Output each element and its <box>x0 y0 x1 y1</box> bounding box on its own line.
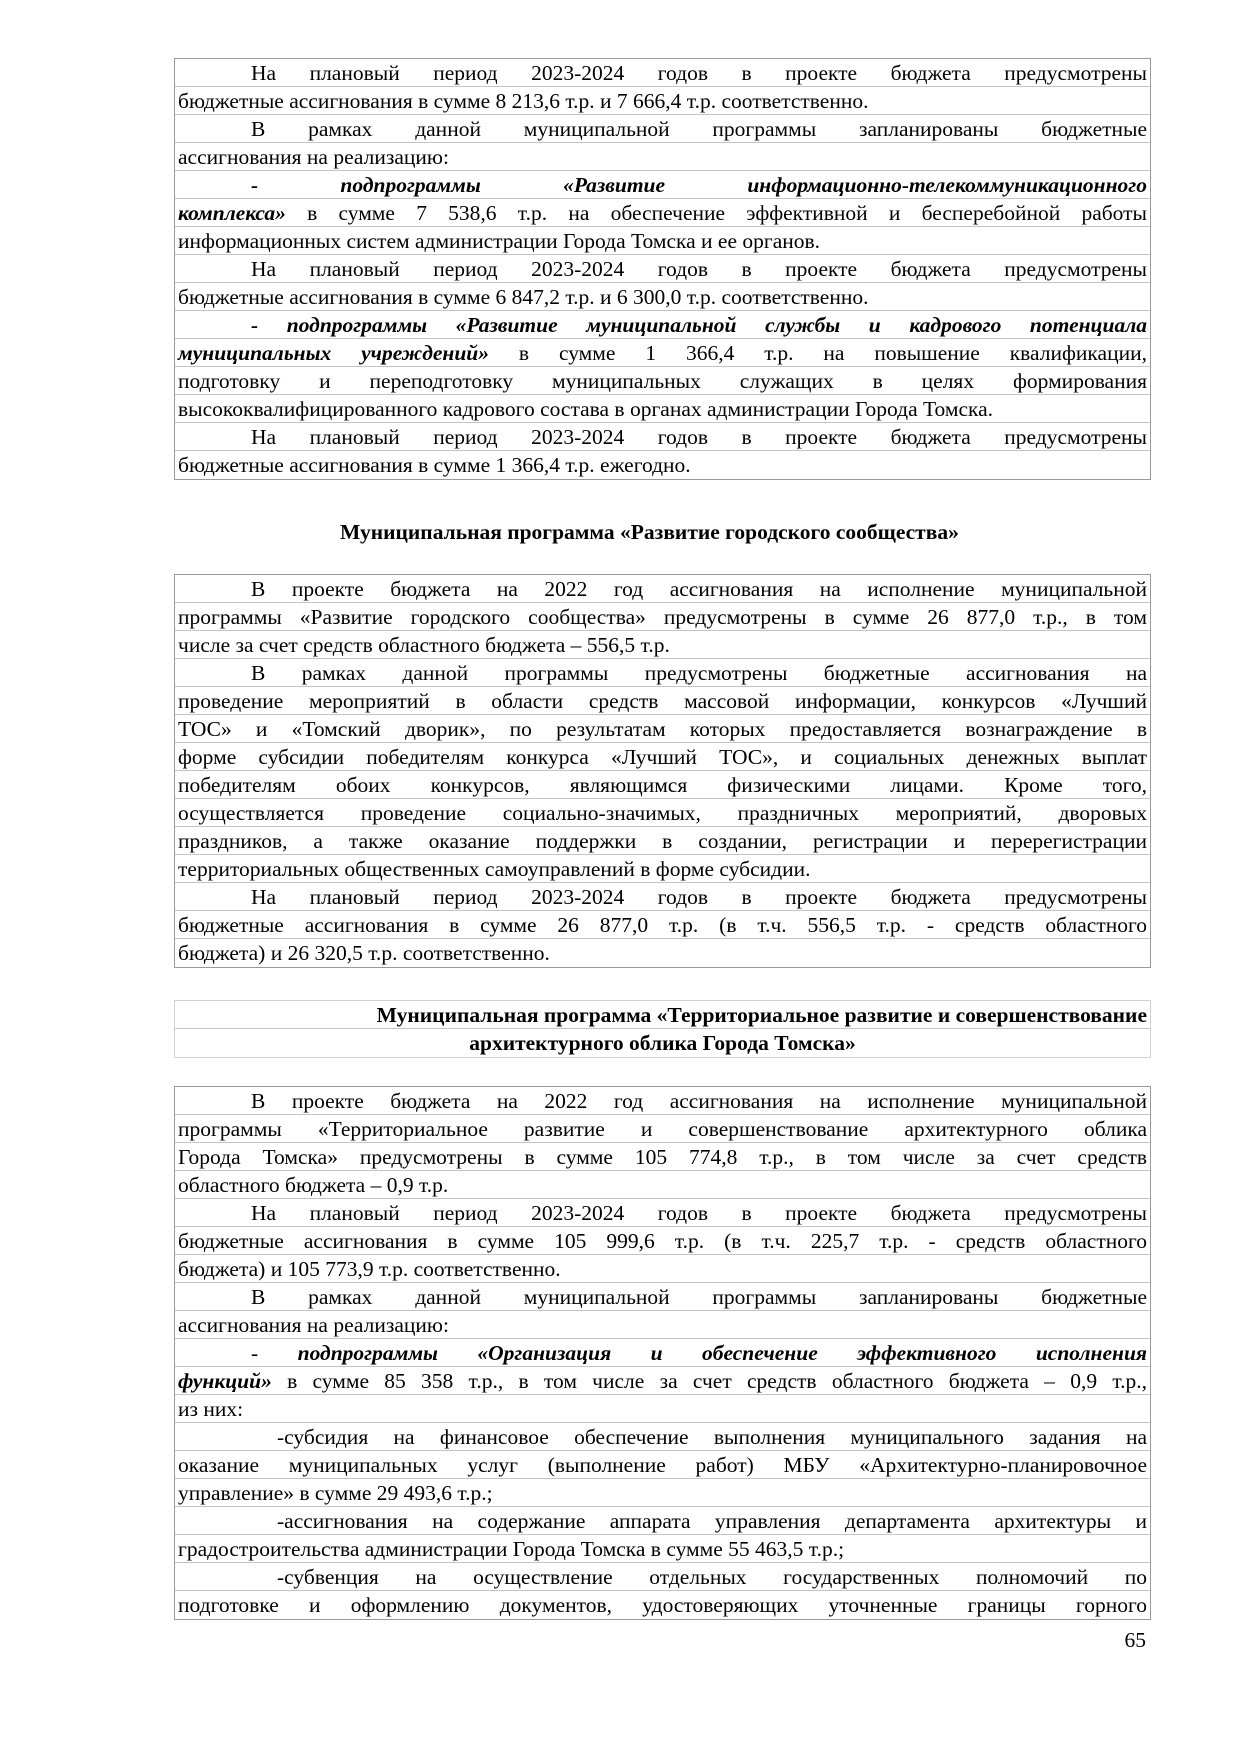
paragraph-line: подготовке и оформлению документов, удостоверяющих уточненные границы горного <box>178 1593 1147 1617</box>
paragraph-line: бюджета) и 105 773,9 т.р. соответственно. <box>175 1255 1150 1283</box>
text-block-3 <box>174 1086 1151 1620</box>
paragraph-line: На плановый период 2023-2024 годов в проекте бюджета предусмотрены <box>175 423 1150 451</box>
paragraph-line <box>175 199 1150 227</box>
paragraph-line: из них: <box>175 1395 1150 1423</box>
paragraph-line: управление» в сумме 29 493,6 т.р.; <box>175 1479 1150 1507</box>
paragraph-line: На плановый период 2023-2024 годов в проекте бюджета предусмотрены <box>175 255 1150 283</box>
paragraph-line: В рамках данной муниципальной программы запланированы бюджетные <box>175 115 1150 143</box>
paragraph-line: программы «Развитие городского сообщества» предусмотрены в сумме 26 877,0 т.р., в том <box>175 603 1150 631</box>
paragraph-line <box>175 1339 1150 1367</box>
subprogram-title-part: функций» <box>178 1369 272 1393</box>
paragraph-line <box>175 1367 1150 1395</box>
paragraph-line: информационных систем администрации Города Томска и ее органов. <box>175 227 1150 255</box>
paragraph-line: оказание муниципальных услуг (выполнение работ) МБУ «Архитектурно-планировочное <box>175 1451 1150 1479</box>
paragraph-line: числе за счет средств областного бюджета – 556,5 т.р. <box>175 631 1150 659</box>
section-heading-line: архитектурного облика Города Томска» <box>469 1031 856 1055</box>
paragraph-line: ассигнования на реализацию: <box>175 143 1150 171</box>
paragraph-line: Города Томска» предусмотрены в сумме 105 774,8 т.р., в том числе за счет средств <box>175 1143 1150 1171</box>
subprogram-title: подпрограммы «Организация и обеспечение эффективного исполнения <box>297 1341 1147 1365</box>
paragraph-line: В проекте бюджета на 2022 год ассигнования на исполнение муниципальной <box>175 1087 1150 1115</box>
paragraph-line: осуществляется проведение социально-значимых, праздничных мероприятий, дворовых <box>175 799 1150 827</box>
paragraph-line: бюджетные ассигнования в сумме 105 999,6 т.р. (в т.ч. 225,7 т.р. - средств областного <box>175 1227 1150 1255</box>
subprogram-title-part: муниципальных учреждений» <box>178 341 490 365</box>
section-heading-block <box>174 1000 1151 1058</box>
paragraph-line: праздников, а также оказание поддержки в создании, регистрации и перерегистрации <box>175 827 1150 855</box>
paragraph-line: областного бюджета – 0,9 т.р. <box>175 1171 1150 1199</box>
section-heading: Муниципальная программа «Развитие городского сообщества» <box>340 520 959 544</box>
paragraph-line: градостроительства администрации Города Томска в сумме 55 463,5 т.р.; <box>175 1535 1150 1563</box>
paragraph-line: ассигнования на реализацию: <box>175 1311 1150 1339</box>
text-block-1 <box>174 58 1151 480</box>
paragraph-line: В проекте бюджета на 2022 год ассигнования на исполнение муниципальной <box>175 575 1150 603</box>
paragraph-line: бюджетные ассигнования в сумме 8 213,6 т.р. и 7 666,4 т.р. соответственно. <box>175 87 1150 115</box>
paragraph-line: бюджетные ассигнования в сумме 26 877,0 т.р. (в т.ч. 556,5 т.р. - средств областного <box>175 911 1150 939</box>
paragraph-line: территориальных общественных самоуправлений в форме субсидии. <box>175 855 1150 883</box>
paragraph-line: На плановый период 2023-2024 годов в проекте бюджета предусмотрены <box>175 59 1150 87</box>
paragraph-line: проведение мероприятий в области средств массовой информации, конкурсов «Лучший <box>175 687 1150 715</box>
paragraph-line: программы «Территориальное развитие и совершенствование архитектурного облика <box>175 1115 1150 1143</box>
paragraph-line: На плановый период 2023-2024 годов в проекте бюджета предусмотрены <box>175 883 1150 911</box>
paragraph-line: -ассигнования на содержание аппарата управления департамента архитектуры и <box>175 1507 1150 1535</box>
paragraph-line: В рамках данной программы предусмотрены бюджетные ассигнования на <box>175 659 1150 687</box>
paragraph-text: в сумме 85 358 т.р., в том числе за счет средств областного бюджета – 0,9 т.р., <box>271 1369 1147 1393</box>
paragraph-line: высококвалифицированного кадрового состава в органах администрации Города Томска. <box>175 395 1150 423</box>
subprogram-title: - подпрограммы «Развитие муниципальной службы и кадрового потенциала <box>175 311 1150 339</box>
paragraph-text: в сумме 7 538,6 т.р. на обеспечение эффективной и бесперебойной работы <box>285 201 1147 225</box>
text-block-2 <box>174 574 1151 968</box>
paragraph-line: В рамках данной муниципальной программы запланированы бюджетные <box>175 1283 1150 1311</box>
paragraph-line <box>175 339 1150 367</box>
section-heading-line: Муниципальная программа «Территориальное развитие и совершенствование <box>175 1001 1150 1029</box>
paragraph-line: На плановый период 2023-2024 годов в проекте бюджета предусмотрены <box>175 1199 1150 1227</box>
subprogram-title-part: комплекса» <box>178 201 286 225</box>
paragraph-line: бюджетные ассигнования в сумме 6 847,2 т.р. и 6 300,0 т.р. соответственно. <box>175 283 1150 311</box>
paragraph-line: ТОС» и «Томский дворик», по результатам которых предоставляется вознаграждение в <box>175 715 1150 743</box>
page-number: 65 <box>1124 1628 1146 1652</box>
subprogram-title: - подпрограммы «Развитие информационно-телекоммуникационного <box>175 171 1150 199</box>
paragraph-line: бюджетные ассигнования в сумме 1 366,4 т.р. ежегодно. <box>178 453 691 477</box>
paragraph-text: в сумме 1 366,4 т.р. на повышение квалификации, <box>489 341 1147 365</box>
list-dash: - <box>251 1341 298 1365</box>
paragraph-line: -субвенция на осуществление отдельных государственных полномочий по <box>175 1563 1150 1591</box>
paragraph-line: подготовку и переподготовку муниципальных служащих в целях формирования <box>175 367 1150 395</box>
paragraph-line: -субсидия на финансовое обеспечение выполнения муниципального задания на <box>175 1423 1150 1451</box>
paragraph-line: бюджета) и 26 320,5 т.р. соответственно. <box>178 941 550 965</box>
paragraph-line: победителям обоих конкурсов, являющимся физическими лицами. Кроме того, <box>175 771 1150 799</box>
paragraph-line: форме субсидии победителям конкурса «Лучший ТОС», и социальных денежных выплат <box>175 743 1150 771</box>
